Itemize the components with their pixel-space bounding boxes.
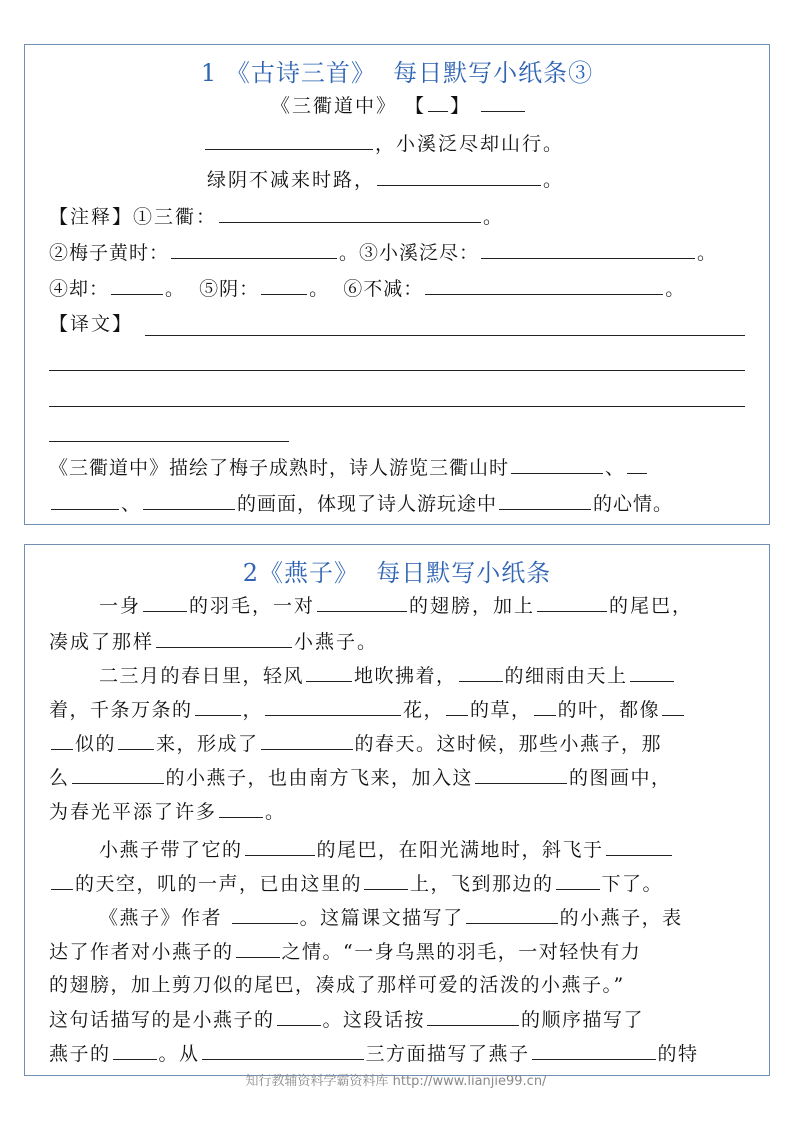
text: 地吹拂着， — [354, 665, 457, 687]
blank[interactable] — [427, 1005, 519, 1026]
period: 。 — [483, 206, 505, 228]
text: 三方面描写了燕子 — [365, 1043, 530, 1065]
blank[interactable] — [51, 729, 73, 750]
blank[interactable] — [662, 695, 684, 716]
blank[interactable] — [630, 661, 674, 682]
text: 小燕子。 — [294, 631, 379, 653]
text: 二三月的春日里，轻风 — [99, 665, 305, 687]
text: 小燕子带了它的 — [99, 839, 243, 861]
summary-blank-1[interactable] — [511, 453, 603, 474]
summary-blank-2a[interactable] — [627, 453, 647, 474]
blank[interactable] — [245, 835, 315, 856]
poem-line-2-text: 绿阴不减来时路， — [207, 169, 376, 191]
text: 似的 — [75, 733, 117, 755]
note-3-label: 。③小溪泛尽： — [339, 242, 480, 264]
translation-line-2[interactable] — [49, 370, 745, 371]
note-4-blank[interactable] — [111, 274, 163, 295]
text: 为春光平添了许多 — [49, 801, 218, 823]
note-5-blank[interactable] — [261, 274, 307, 295]
text: 的尾巴，在阳光满地时，斜飞于 — [316, 839, 604, 861]
poem-title: 《三衢道中》 【 — [271, 95, 427, 117]
period: 。 — [665, 278, 686, 300]
text-line-5 — [49, 729, 662, 758]
blank[interactable] — [277, 1005, 321, 1026]
text: 的特 — [657, 1043, 699, 1065]
text-line-12: 的翅膀，加上剪刀似的尾巴，凑成了那样可爱的活泼的小燕子。” — [49, 974, 625, 996]
text: 的小燕子，也由南方飞来，加入这 — [165, 767, 474, 789]
summary-text-2: 的画面，体现了诗人游玩途中 — [237, 493, 498, 515]
blank[interactable] — [265, 695, 401, 716]
blank[interactable] — [317, 591, 407, 612]
poem-title-line — [271, 91, 527, 120]
text: 的翅膀，加上 — [409, 595, 536, 617]
text: 的春天。这时候，那些小燕子，那 — [354, 733, 663, 755]
blank[interactable] — [364, 869, 408, 890]
text: 。这段话按 — [322, 1009, 426, 1031]
blank[interactable] — [236, 937, 280, 958]
text-line-11 — [49, 937, 641, 966]
text: 来，形成了 — [156, 733, 259, 755]
text-line-3 — [99, 661, 676, 690]
text: 么 — [49, 767, 70, 789]
period: 。 — [697, 242, 718, 264]
note-2-blank[interactable] — [171, 238, 337, 259]
text: 的天空，叽的一声，已由这里的 — [75, 873, 363, 895]
text: 一身 — [99, 595, 142, 617]
blank[interactable] — [232, 903, 298, 924]
blank[interactable] — [219, 797, 263, 818]
note-line-2 — [49, 238, 717, 267]
text: 上，飞到那边的 — [410, 873, 554, 895]
text-line-2 — [49, 627, 378, 656]
text-line-10 — [99, 903, 683, 932]
text: 的尾巴， — [609, 595, 694, 617]
blank[interactable] — [459, 661, 503, 682]
note-4-label: ④却： — [49, 278, 110, 300]
bracket-close: 】 — [450, 95, 472, 117]
summary-text-3: 的心情。 — [593, 493, 674, 515]
text-line-4 — [49, 695, 686, 724]
summary-blank-4[interactable] — [499, 489, 591, 510]
blank[interactable] — [556, 869, 600, 890]
blank[interactable] — [261, 729, 353, 750]
note-5-label: 。 ⑤阴： — [165, 278, 260, 300]
blank[interactable] — [466, 903, 558, 924]
blank[interactable] — [113, 1039, 157, 1060]
text: 的叶，都像 — [557, 699, 661, 721]
note-1-blank[interactable] — [219, 202, 481, 223]
note-line-1 — [49, 202, 504, 231]
text: ， — [242, 699, 264, 721]
text: 下了。 — [601, 873, 664, 895]
poem-line-1-blank[interactable] — [205, 129, 373, 150]
text: 。 — [265, 801, 287, 823]
blank[interactable] — [143, 591, 187, 612]
summary-blank-3[interactable] — [143, 489, 235, 510]
blank[interactable] — [156, 627, 292, 648]
footer-watermark: 知行教辅资料学霸资料库 http://www.lianjie99.cn/ — [245, 1074, 547, 1089]
blank[interactable] — [118, 729, 154, 750]
text: 的细雨由天上 — [504, 665, 628, 687]
summary-blank-2b[interactable] — [51, 489, 119, 510]
card-1-title: 1 《古诗三首》 每日默写小纸条③ — [200, 59, 594, 87]
blank[interactable] — [51, 869, 73, 890]
blank[interactable] — [195, 695, 241, 716]
poem-line-1 — [203, 129, 564, 158]
translation-label: 【译文】 — [49, 313, 134, 335]
blank[interactable] — [446, 695, 468, 716]
translation-line-1[interactable] — [145, 335, 745, 336]
worksheet-card-1 — [24, 44, 770, 525]
text: 燕子的 — [49, 1043, 111, 1065]
text: 凑成了那样 — [49, 631, 155, 653]
text: 《燕子》作者 — [99, 907, 223, 929]
blank[interactable] — [72, 763, 164, 784]
note-6-blank[interactable] — [425, 274, 663, 295]
text-line-6 — [49, 763, 672, 792]
text-line-8 — [99, 835, 674, 864]
blank[interactable] — [306, 661, 352, 682]
text: 这句话描写的是小燕子的 — [49, 1009, 275, 1031]
text: 着，千条万条的 — [49, 699, 193, 721]
text: 。这篇课文描写了 — [299, 907, 464, 929]
text: 的草， — [470, 699, 532, 721]
text-line-13 — [49, 1005, 644, 1034]
translation-line-3[interactable] — [49, 406, 745, 407]
blank[interactable] — [475, 763, 567, 784]
poem-line-1-text: ，小溪泛尽却山行。 — [375, 133, 565, 155]
text-line-1 — [99, 591, 693, 620]
translation-line-4[interactable] — [49, 441, 289, 442]
comma: 、 — [121, 493, 142, 515]
text: 的图画中， — [569, 767, 672, 789]
text: 花， — [403, 699, 445, 721]
author-dynasty-blank[interactable] — [428, 91, 448, 112]
text: 的羽毛，一对 — [189, 595, 316, 617]
text: 的小燕子，表 — [559, 907, 683, 929]
note-line-3 — [49, 274, 685, 303]
text-line-9 — [49, 869, 663, 898]
period: 。 — [543, 169, 565, 191]
poem-line-2 — [207, 165, 564, 194]
text-line-14 — [49, 1039, 699, 1068]
note-1-label: 【注释】①三衢： — [49, 206, 218, 228]
text: 的顺序描写了 — [521, 1009, 645, 1031]
summary-line-2 — [49, 489, 673, 518]
note-2-label: ②梅子黄时： — [49, 242, 170, 264]
blank[interactable] — [606, 835, 672, 856]
note-6-label: 。 ⑥不减： — [309, 278, 424, 300]
card-2-title: 2《燕子》 每日默写小纸条 — [242, 559, 552, 587]
blank[interactable] — [534, 695, 556, 716]
text: 。从 — [158, 1043, 200, 1065]
author-blank[interactable] — [481, 91, 525, 112]
blank[interactable] — [537, 591, 607, 612]
comma: 、 — [605, 457, 626, 479]
text: 达了作者对小燕子的 — [49, 941, 234, 963]
summary-line-1 — [49, 453, 649, 482]
worksheet-card-2 — [24, 544, 770, 1076]
summary-text: 《三衢道中》描绘了梅子成熟时，诗人游览三衢山时 — [49, 457, 510, 479]
blank[interactable] — [532, 1039, 656, 1060]
blank[interactable] — [202, 1039, 364, 1060]
note-3-blank[interactable] — [481, 238, 695, 259]
text-line-7 — [49, 797, 286, 826]
poem-line-2-blank[interactable] — [377, 165, 541, 186]
text: 之情。“一身乌黑的羽毛，一对轻快有力 — [281, 941, 642, 963]
